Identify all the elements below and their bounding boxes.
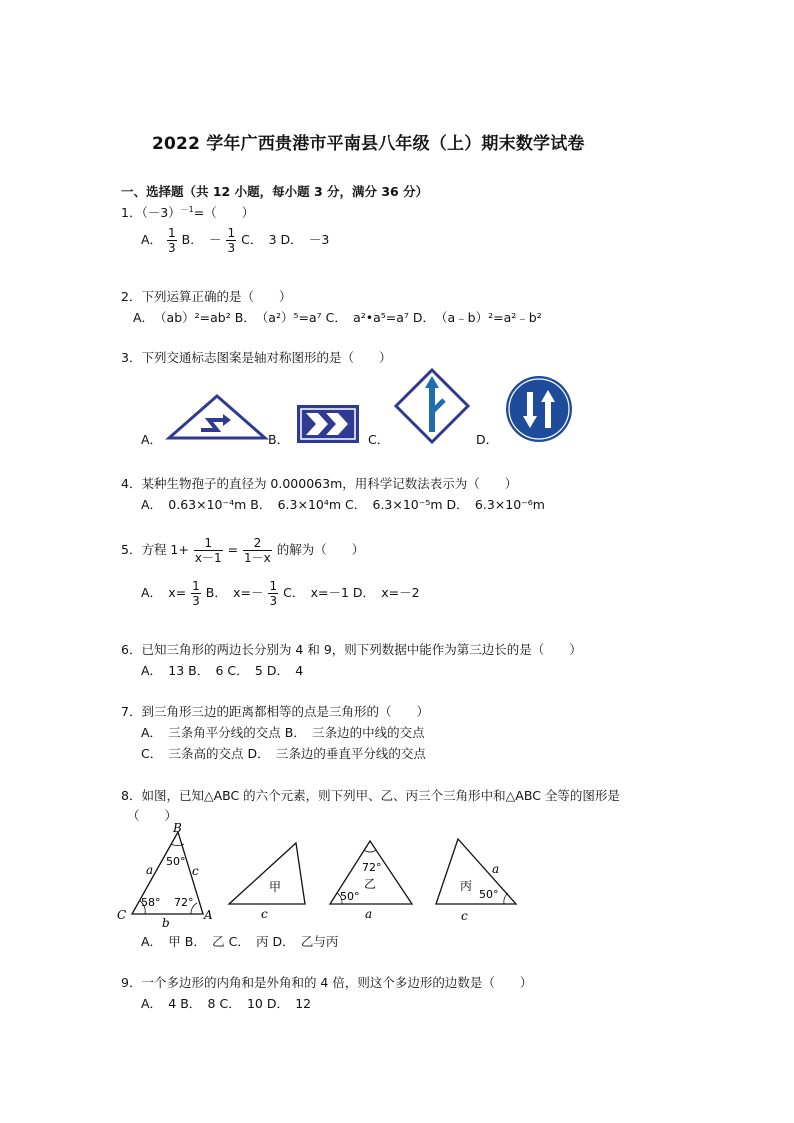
jia-label: 甲 bbox=[269, 880, 282, 894]
option-a-label: A． bbox=[141, 432, 163, 447]
option-c-label: C． bbox=[368, 432, 390, 447]
two-way-sign-icon bbox=[503, 374, 575, 444]
fraction: $\frac{1}{x-1}$ bbox=[194, 536, 222, 565]
question-4-options: A． 0.63×10⁻⁴m B． 6.3×10⁴m C． 6.3×10⁻⁵m D． 6.3×10⁻⁶m bbox=[141, 497, 545, 512]
yi-angle-top-label: 72° bbox=[362, 861, 382, 874]
vertex-a-label: A bbox=[204, 908, 213, 922]
side-b-label: b bbox=[162, 916, 170, 930]
triangle-bing-figure bbox=[432, 834, 522, 922]
question-7-options-line2: C． 三条高的交点 D． 三条边的垂直平分线的交点 bbox=[141, 746, 426, 761]
question-1-options: A． $\frac{1}{3}$ B． － $\frac{1}{3}$ C． 3 D． －3 bbox=[141, 226, 330, 255]
triangle-abc-figure bbox=[115, 822, 220, 930]
page-title: 2022 学年广西贵港市平南县八年级（上）期末数学试卷 bbox=[152, 134, 585, 154]
question-8-stem-cont: （ ） bbox=[127, 808, 178, 823]
merge-sign-icon bbox=[394, 368, 470, 444]
option-b-label: B． bbox=[268, 432, 290, 447]
side-a-label: a bbox=[146, 863, 154, 877]
triangle-jia-figure bbox=[225, 838, 310, 922]
section-heading: 一、选择题（共 12 小题，每小题 3 分，满分 36 分） bbox=[121, 184, 429, 199]
side-c-label: c bbox=[192, 864, 199, 878]
question-6-stem: 6．已知三角形的两边长分别为 4 和 9，则下列数据中能作为第三边长的是（ ） bbox=[121, 642, 582, 657]
fraction: $\frac{1}{3}$ bbox=[227, 226, 236, 255]
fraction: $\frac{2}{1-x}$ bbox=[244, 536, 271, 565]
question-2-stem: 2．下列运算正确的是（ ） bbox=[121, 289, 292, 304]
bing-side-a-label: a bbox=[492, 862, 500, 876]
angle-b-label: 50° bbox=[166, 855, 186, 868]
question-9-stem: 9．一个多边形的内角和是外角和的 4 倍，则这个多边形的边数是（ ） bbox=[121, 975, 533, 990]
vertex-b-label: B bbox=[173, 822, 182, 835]
question-5-stem: 5．方程 1+ $\frac{1}{x-1}$ = $\frac{2}{1-x}$ 的解为（ ） bbox=[121, 536, 365, 565]
question-7-stem: 7．到三角形三边的距离都相等的点是三角形的（ ） bbox=[121, 704, 429, 719]
fraction: $\frac{1}{3}$ bbox=[192, 579, 200, 608]
triangle-yi-figure bbox=[324, 836, 416, 922]
bing-angle-label: 50° bbox=[479, 888, 499, 901]
question-8-stem: 8．如图，已知△ABC 的六个元素，则下列甲、乙、丙三个三角形中和△ABC 全等的图形是 bbox=[121, 788, 620, 803]
jia-side-label: c bbox=[261, 907, 268, 921]
fraction: $\frac{1}{3}$ bbox=[269, 579, 278, 608]
question-8-options: A． 甲 B． 乙 C． 丙 D． 乙与丙 bbox=[141, 934, 339, 949]
question-7-options-line1: A． 三条角平分线的交点 B． 三条边的中线的交点 bbox=[141, 725, 425, 740]
triangle-sign-icon bbox=[165, 392, 269, 442]
bing-label: 丙 bbox=[460, 879, 473, 893]
yi-side-label: a bbox=[365, 907, 373, 921]
yi-label: 乙 bbox=[364, 877, 377, 891]
angle-a-label: 72° bbox=[174, 896, 194, 909]
question-1-stem: 1．$(-3)^{-1}=$（ ） bbox=[121, 205, 255, 220]
question-5-options: A． x= $\frac{1}{3}$ B． x=－ $\frac{1}{3}$ C． x=－1 D． x=－2 bbox=[141, 579, 420, 608]
vertex-c-label: C bbox=[117, 908, 127, 922]
question-4-stem: 4．某种生物孢子的直径为 0.000063m，用科学记数法表示为（ ） bbox=[121, 476, 518, 491]
chevron-sign-icon bbox=[296, 404, 360, 444]
yi-angle-bottom-label: 50° bbox=[340, 890, 360, 903]
option-d-label: D． bbox=[476, 432, 499, 447]
fraction: $\frac{1}{3}$ bbox=[168, 226, 176, 255]
angle-c-label: 58° bbox=[141, 896, 161, 909]
bing-side-c-label: c bbox=[461, 909, 468, 922]
question-3-stem: 3．下列交通标志图案是轴对称图形的是（ ） bbox=[121, 350, 392, 365]
question-9-options: A． 4 B． 8 C． 10 D． 12 bbox=[141, 996, 312, 1011]
question-6-options: A． 13 B． 6 C． 5 D． 4 bbox=[141, 663, 304, 678]
question-2-options: A． （ab）²=ab² B． （a²）⁵=a⁷ C． a²•a⁵=a⁷ D． （a﹣b）²=a²﹣b² bbox=[133, 310, 542, 325]
